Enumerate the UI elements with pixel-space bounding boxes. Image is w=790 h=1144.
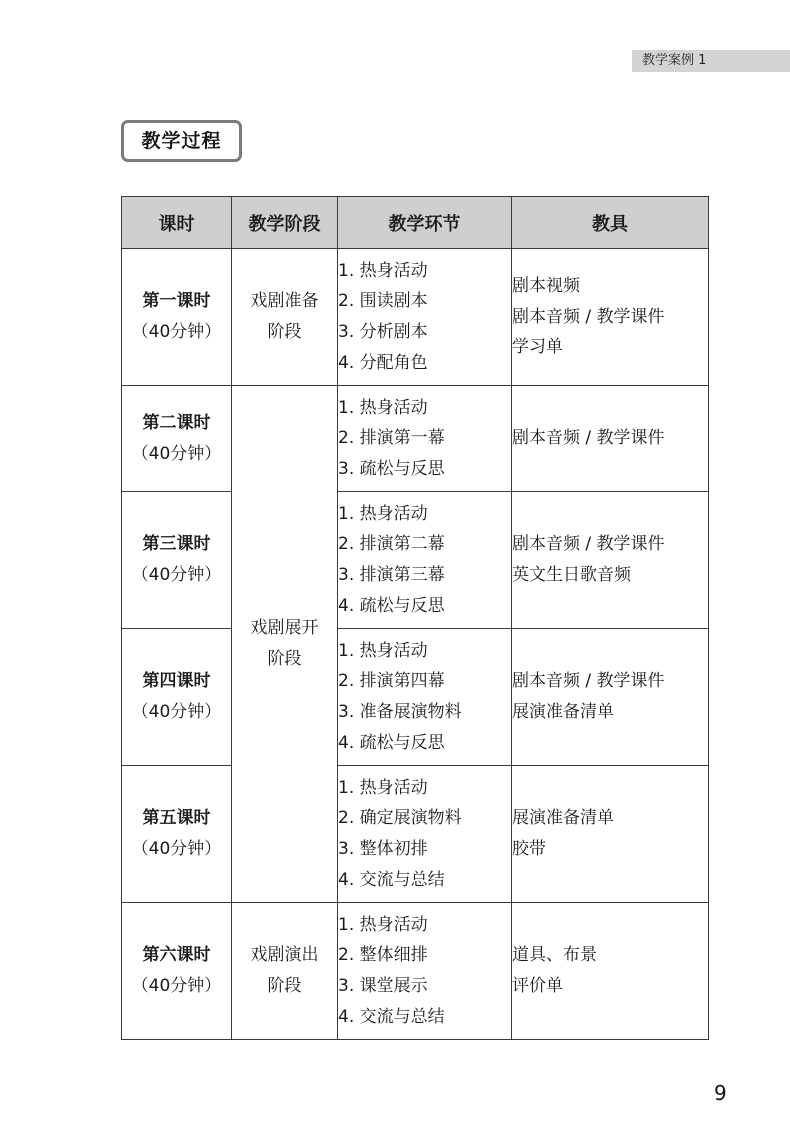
step-item: 4. 交流与总结 xyxy=(338,869,445,890)
table-row xyxy=(122,492,709,629)
stage-cell xyxy=(232,249,338,386)
step-item: 3. 整体初排 xyxy=(338,839,428,859)
lesson-cell xyxy=(122,903,232,1040)
table-row xyxy=(122,766,709,903)
table-row xyxy=(122,386,709,492)
step-item: 4. 疏松与反思 xyxy=(338,732,445,753)
tool-item: 剧本音频 / 教学课件 xyxy=(512,671,665,692)
lesson-duration: （40分钟） xyxy=(131,322,222,342)
teaching-process-table xyxy=(121,196,709,1040)
table-header-row xyxy=(122,197,709,249)
step-item: 4. 疏松与反思 xyxy=(338,595,445,616)
step-item: 1. 热身活动 xyxy=(338,914,428,935)
step-item: 1. 热身活动 xyxy=(338,777,428,798)
lesson-cell xyxy=(122,492,232,629)
stage-text: 戏剧展开 阶段 xyxy=(250,618,319,669)
step-item: 3. 疏松与反思 xyxy=(338,458,445,479)
steps-cell xyxy=(338,249,512,386)
stage-cell xyxy=(232,386,338,903)
tool-item: 剧本音频 / 教学课件 xyxy=(512,306,665,327)
lesson-duration: （40分钟） xyxy=(131,839,222,859)
tool-item: 学习单 xyxy=(512,337,563,358)
header-tools: 教具 xyxy=(512,197,709,249)
step-item: 2. 确定展演物料 xyxy=(338,808,462,829)
tools-cell xyxy=(512,386,709,492)
lesson-duration: （40分钟） xyxy=(131,565,222,585)
lesson-name: 第二课时 xyxy=(142,412,211,433)
stage-text: 戏剧演出 阶段 xyxy=(250,945,319,996)
tool-item: 评价单 xyxy=(512,976,563,996)
lesson-cell xyxy=(122,766,232,903)
steps-cell xyxy=(338,903,512,1040)
tools-cell xyxy=(512,249,709,386)
table-row xyxy=(122,903,709,1040)
tool-item: 展演准备清单 xyxy=(512,702,614,722)
table-row xyxy=(122,249,709,386)
page-number: 9 xyxy=(714,1081,727,1105)
lesson-cell xyxy=(122,386,232,492)
lesson-name: 第一课时 xyxy=(142,291,211,311)
step-item: 2. 排演第一幕 xyxy=(338,428,445,449)
step-item: 1. 热身活动 xyxy=(338,503,428,524)
steps-cell xyxy=(338,492,512,629)
tool-item: 胶带 xyxy=(512,839,546,859)
step-item: 3. 排演第三幕 xyxy=(338,565,445,585)
stage-cell xyxy=(232,903,338,1040)
steps-cell xyxy=(338,629,512,766)
steps-cell xyxy=(338,766,512,903)
lesson-cell xyxy=(122,629,232,766)
tools-cell xyxy=(512,766,709,903)
step-item: 2. 排演第四幕 xyxy=(338,671,445,692)
step-item: 4. 交流与总结 xyxy=(338,1006,445,1027)
step-item: 1. 热身活动 xyxy=(338,640,428,661)
steps-cell xyxy=(338,386,512,492)
step-item: 4. 分配角色 xyxy=(338,352,428,373)
table-row xyxy=(122,629,709,766)
lesson-name: 第五课时 xyxy=(142,808,211,828)
lesson-duration: （40分钟） xyxy=(131,702,222,722)
step-item: 2. 围读剧本 xyxy=(338,291,428,312)
lesson-cell xyxy=(122,249,232,386)
chapter-tab: 教学案例 1 xyxy=(632,50,790,72)
section-title: 教学过程 xyxy=(121,120,242,162)
header-steps: 教学环节 xyxy=(338,197,512,249)
step-item: 2. 排演第二幕 xyxy=(338,534,445,555)
tool-item: 剧本音频 / 教学课件 xyxy=(512,428,665,449)
stage-text: 戏剧准备 阶段 xyxy=(250,291,319,342)
step-item: 1. 热身活动 xyxy=(338,397,428,418)
tools-cell xyxy=(512,492,709,629)
tool-item: 剧本音频 / 教学课件 xyxy=(512,534,665,555)
step-item: 3. 分析剧本 xyxy=(338,322,428,342)
tool-item: 道具、布景 xyxy=(512,945,597,966)
lesson-name: 第六课时 xyxy=(142,945,211,965)
step-item: 3. 课堂展示 xyxy=(338,976,428,996)
step-item: 2. 整体细排 xyxy=(338,945,428,966)
lesson-duration: （40分钟） xyxy=(131,443,222,464)
lesson-duration: （40分钟） xyxy=(131,976,222,996)
tool-item: 剧本视频 xyxy=(512,276,580,297)
tools-cell xyxy=(512,903,709,1040)
tool-item: 英文生日歌音频 xyxy=(512,565,631,585)
tools-cell xyxy=(512,629,709,766)
step-item: 3. 准备展演物料 xyxy=(338,702,462,722)
lesson-name: 第四课时 xyxy=(142,671,211,691)
lesson-name: 第三课时 xyxy=(142,534,211,554)
header-stage: 教学阶段 xyxy=(232,197,338,249)
header-lesson: 课时 xyxy=(122,197,232,249)
tool-item: 展演准备清单 xyxy=(512,808,614,829)
step-item: 1. 热身活动 xyxy=(338,260,428,281)
